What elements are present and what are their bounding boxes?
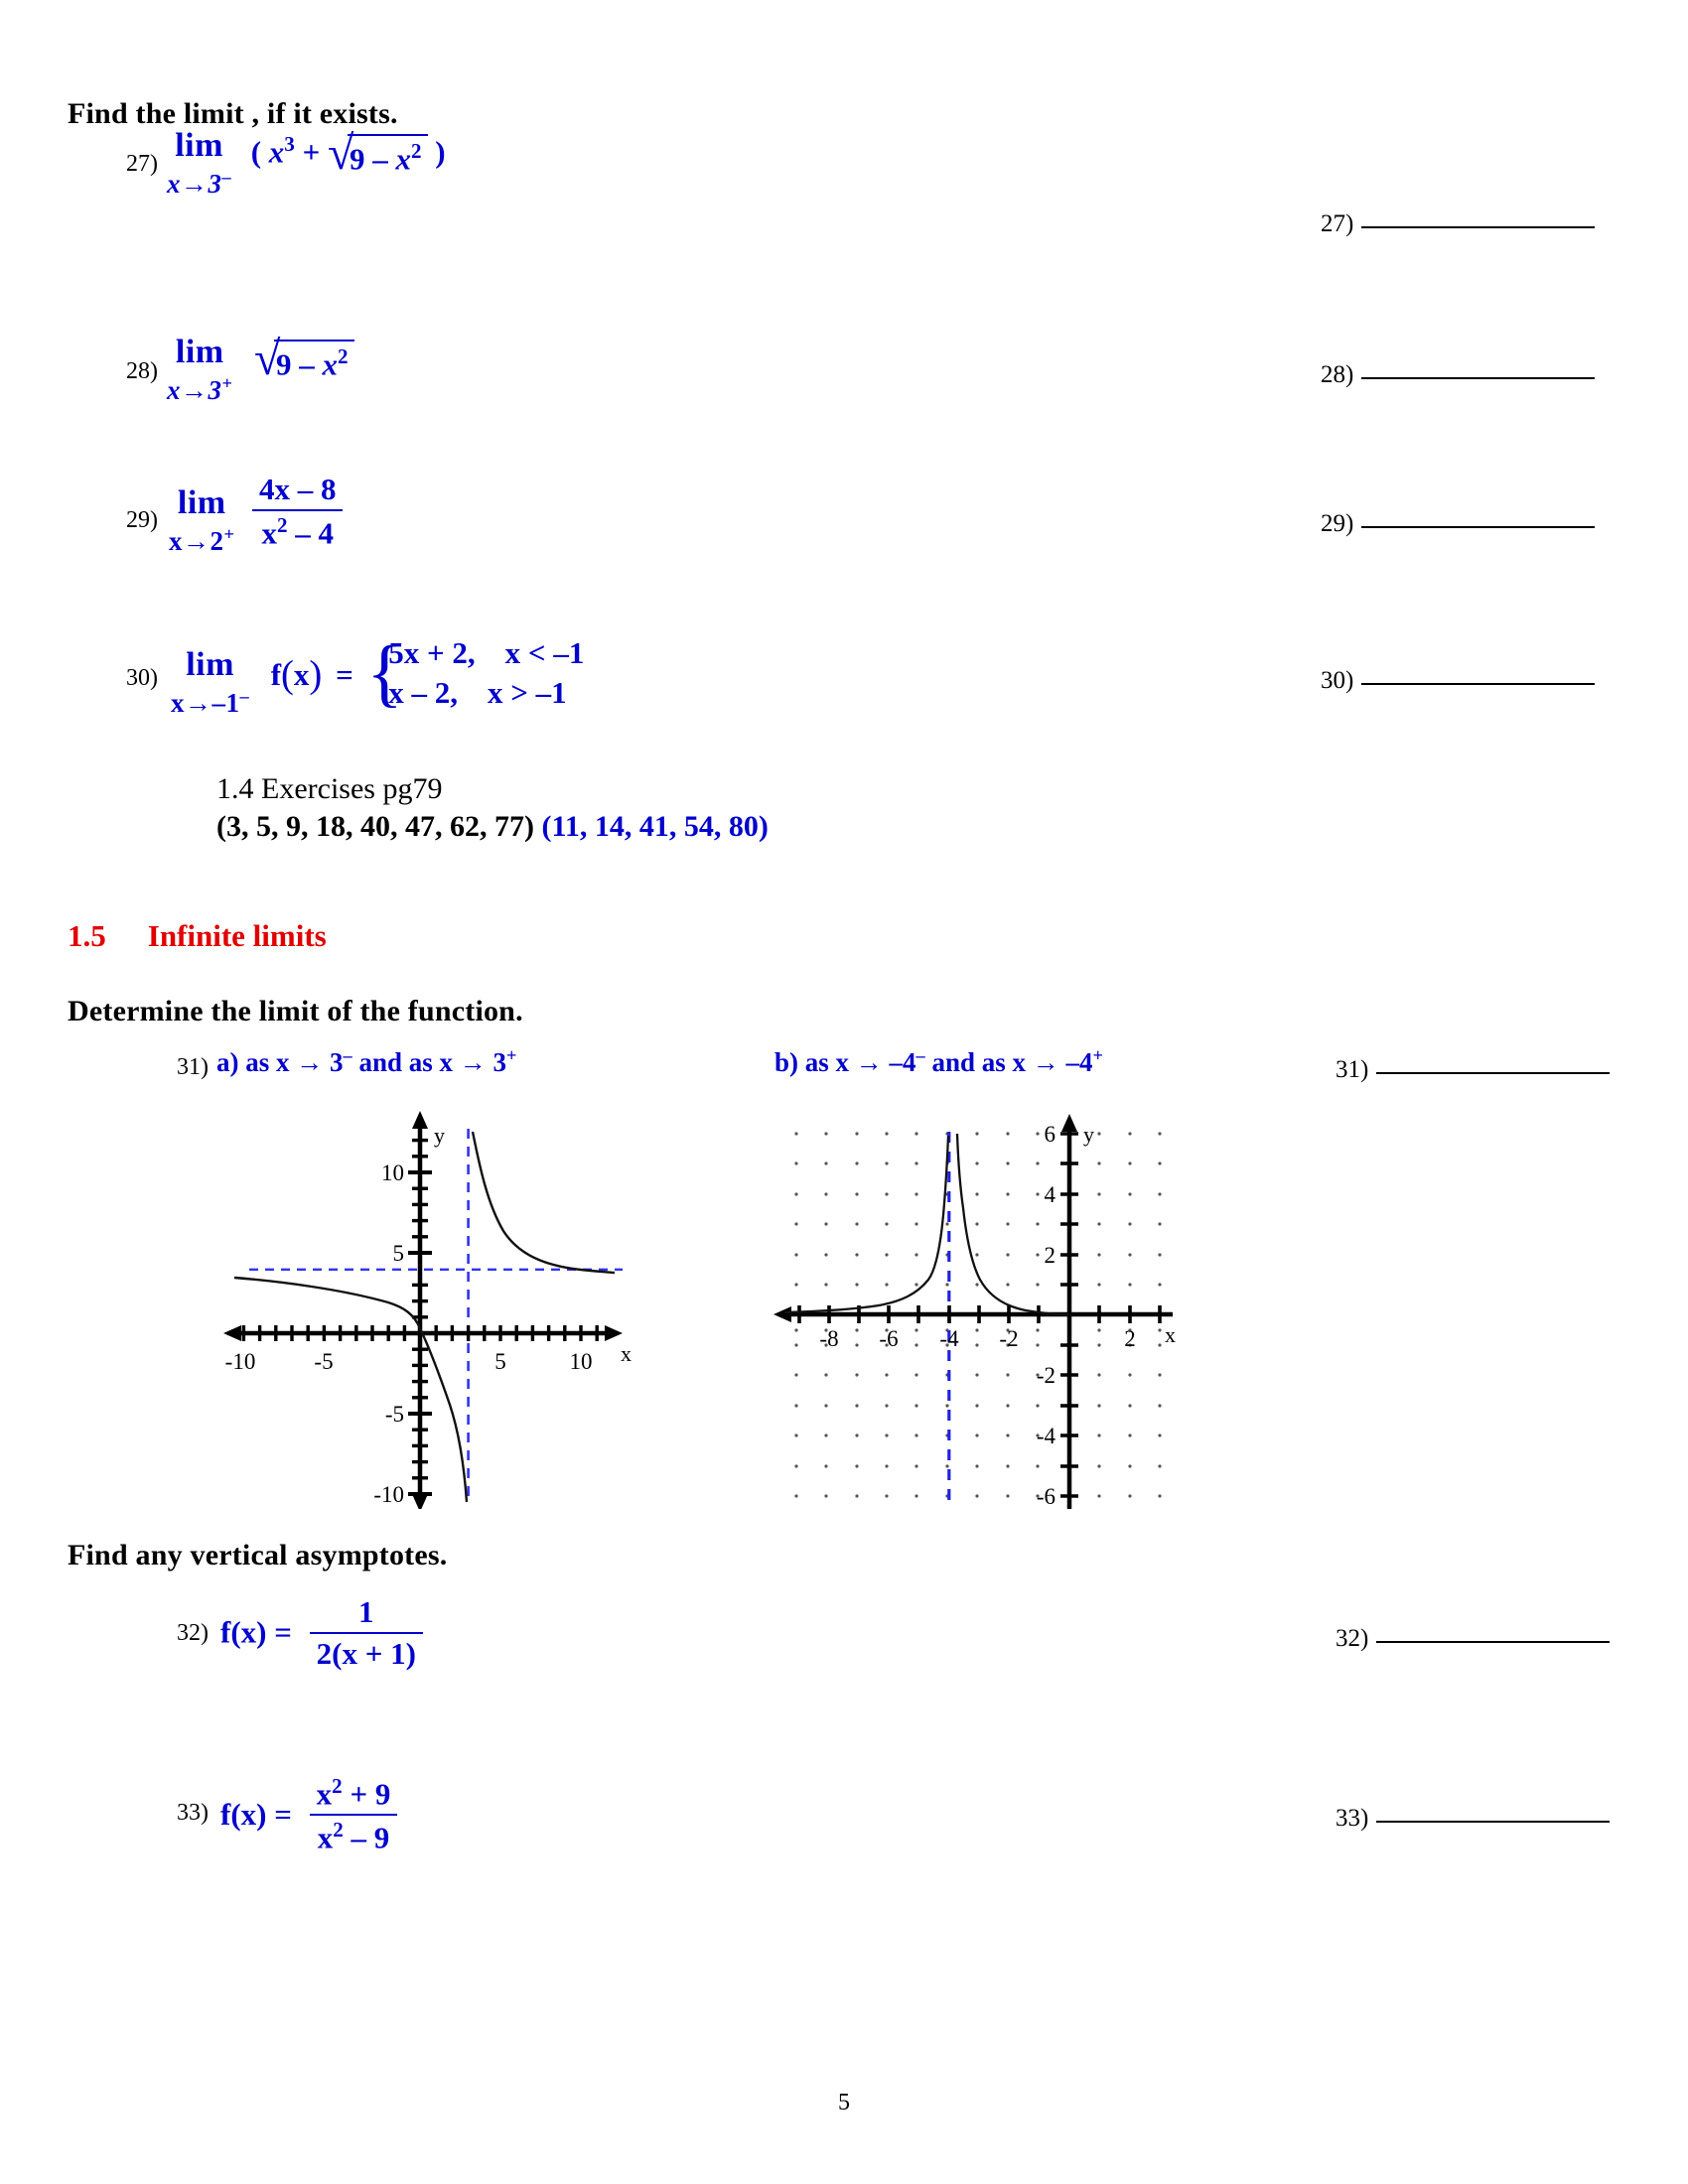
problem-33-expression <box>220 1774 397 1855</box>
limit-operator-29 <box>169 486 234 555</box>
x-tick-label: 10 <box>569 1349 593 1374</box>
section-number: 1.5 <box>68 918 106 953</box>
plus-sign: + <box>294 134 328 170</box>
answer-label-31: 31) <box>1336 1056 1369 1083</box>
answer-label-28: 28) <box>1321 361 1354 388</box>
instruction-find-limit: Find the limit , if it exists. <box>68 97 398 130</box>
problem-32-number: 32) <box>177 1620 209 1646</box>
exercise-list-numbers <box>216 810 769 844</box>
answer-blank-33[interactable] <box>1376 1820 1610 1823</box>
y-tick-label: 6 <box>1044 1122 1055 1147</box>
fraction-32 <box>310 1594 423 1671</box>
denominator: $x^2 - 9$ <box>310 1814 398 1855</box>
case-expression: x – 2, <box>388 674 458 710</box>
y-tick-label: 2 <box>1044 1243 1055 1268</box>
variable-x: x <box>268 134 285 170</box>
function-label-33: f(x) = <box>220 1796 292 1832</box>
y-axis-top-arrow-icon <box>412 1111 428 1129</box>
left-brace-icon: { <box>366 630 403 715</box>
answer-row-28 <box>1321 361 1595 389</box>
exponent-3: 3 <box>284 132 295 157</box>
curve-right-of-asymptote <box>957 1134 1068 1314</box>
problem-28-expression <box>167 333 354 405</box>
answer-blank-29[interactable] <box>1361 525 1595 528</box>
answer-row-27 <box>1321 210 1595 238</box>
y-tick-label: -4 <box>1036 1424 1055 1448</box>
square-root-28 <box>253 333 354 386</box>
function-name: f <box>270 657 282 693</box>
numerator: 1 <box>358 1594 374 1629</box>
numerator: $x^2 + 9$ <box>316 1774 391 1812</box>
problem-30-expression <box>171 630 585 722</box>
instruction-determine-limit: Determine the limit of the function. <box>68 995 523 1027</box>
curve-left-branch <box>234 1278 467 1502</box>
limit-subscript: x→2+ <box>169 524 235 557</box>
graph-b-svg <box>760 1104 1177 1513</box>
x-axis-right-arrow-icon <box>605 1325 623 1341</box>
exercise-numbers-black: (3, 5, 9, 18, 40, 47, 62, 77) <box>216 810 534 843</box>
radical-sign-icon: √ <box>253 333 281 386</box>
close-paren: ) <box>427 134 446 170</box>
case-condition: x < –1 <box>504 635 585 670</box>
problem-31-part-a-label: a) as x → 3– and as x → 3+ <box>216 1045 517 1077</box>
piecewise-definition-30 <box>366 630 585 715</box>
y-axis-label: y <box>434 1123 445 1148</box>
curve-right-branch <box>473 1132 615 1273</box>
answer-label-27: 27) <box>1321 210 1354 237</box>
problem-30-number: 30) <box>126 665 158 691</box>
answer-row-31 <box>1336 1056 1610 1084</box>
limit-subscript: x→3– <box>167 167 232 199</box>
page-number: 5 <box>838 2090 850 2116</box>
problem-31-number: 31) <box>177 1054 209 1080</box>
answer-label-33: 33) <box>1336 1805 1369 1832</box>
answer-label-30: 30) <box>1321 667 1354 694</box>
answer-row-30 <box>1321 667 1595 695</box>
y-tick-label: 5 <box>392 1241 404 1266</box>
exercise-list-heading: 1.4 Exercises pg79 <box>216 772 443 805</box>
lim-text: lim <box>186 646 234 684</box>
fraction-33 <box>310 1774 398 1855</box>
denominator: $x^2 - 4$ <box>252 509 344 551</box>
answer-blank-32[interactable] <box>1376 1640 1610 1643</box>
problem-33-number: 33) <box>177 1800 209 1826</box>
graph-a-svg <box>194 1097 640 1509</box>
problem-31-part-b-label: b) as x → –4– and as x → –4+ <box>774 1045 1103 1077</box>
problem-27-number: 27) <box>126 151 158 177</box>
open-paren: ( <box>250 134 269 170</box>
x-tick-label: -6 <box>879 1326 899 1351</box>
limit-subscript: x→–1– <box>171 686 250 719</box>
graph-a <box>194 1097 640 1509</box>
answer-label-29: 29) <box>1321 510 1354 537</box>
piecewise-row-2 <box>388 673 584 713</box>
problem-29-number: 29) <box>126 507 158 533</box>
y-tick-label: -10 <box>373 1482 404 1507</box>
lim-text: lim <box>175 334 224 370</box>
radical-sign-icon: √ <box>327 127 354 181</box>
curve-left-of-asymptote <box>784 1136 948 1312</box>
x-axis-label: x <box>1165 1322 1176 1347</box>
problem-28-body <box>253 333 354 386</box>
radicand: $9 - x^2$ <box>274 340 354 382</box>
x-tick-label: -5 <box>314 1349 334 1374</box>
x-tick-label: 2 <box>1124 1326 1136 1351</box>
case-expression: 5x + 2, <box>388 635 476 670</box>
answer-row-33 <box>1336 1805 1610 1833</box>
limit-operator-28 <box>167 336 232 404</box>
lim-text: lim <box>177 484 226 522</box>
graph-b <box>760 1104 1177 1513</box>
function-label-32: f(x) = <box>220 1614 292 1650</box>
section-title: Infinite limits <box>147 918 327 953</box>
y-tick-label: 10 <box>381 1160 404 1185</box>
numerator: 4x – 8 <box>258 472 337 506</box>
answer-row-29 <box>1321 510 1595 538</box>
y-tick-label: -5 <box>384 1402 404 1427</box>
answer-label-32: 32) <box>1336 1625 1369 1652</box>
exercise-list <box>216 772 769 844</box>
answer-row-32 <box>1336 1625 1610 1653</box>
case-condition: x > –1 <box>488 674 567 710</box>
y-axis-label: y <box>1083 1122 1094 1147</box>
x-tick-label: -8 <box>819 1326 839 1351</box>
problem-29-expression <box>169 472 343 561</box>
equals-sign: = <box>336 657 353 693</box>
section-heading <box>68 918 327 954</box>
problem-27-body <box>250 127 446 181</box>
x-axis-left-arrow-icon <box>774 1306 791 1322</box>
y-tick-label: -6 <box>1036 1484 1055 1509</box>
answer-blank-31[interactable] <box>1376 1071 1610 1074</box>
x-axis-label: x <box>621 1341 632 1366</box>
y-tick-label: -2 <box>1036 1363 1055 1388</box>
limit-operator-30 <box>171 648 249 717</box>
square-root-27 <box>327 127 428 181</box>
y-axis-top-arrow-icon <box>1061 1114 1077 1132</box>
function-argument: x <box>293 657 310 693</box>
radicand: $9 - x^2$ <box>348 134 428 177</box>
x-tick-label: 5 <box>494 1349 506 1374</box>
limit-subscript: x→3+ <box>167 373 233 405</box>
piecewise-row-1 <box>388 633 584 673</box>
answer-blank-27[interactable] <box>1361 225 1595 228</box>
y-axis-bottom-arrow-icon <box>412 1494 428 1509</box>
answer-blank-28[interactable] <box>1361 376 1595 379</box>
y-tick-label: 4 <box>1044 1182 1055 1207</box>
x-tick-label: -4 <box>939 1326 959 1351</box>
denominator: 2(x + 1) <box>310 1632 423 1672</box>
fraction-29 <box>252 472 344 551</box>
problem-27-expression <box>167 129 446 198</box>
x-axis-left-arrow-icon <box>223 1325 241 1341</box>
instruction-find-asymptotes: Find any vertical asymptotes. <box>68 1539 448 1571</box>
limit-operator-27 <box>167 129 231 198</box>
x-tick-label: -10 <box>224 1349 256 1374</box>
answer-blank-30[interactable] <box>1361 682 1595 685</box>
problem-28-number: 28) <box>126 358 158 384</box>
problem-32-expression <box>220 1594 423 1671</box>
lim-text: lim <box>175 127 223 164</box>
x-tick-label: -2 <box>999 1326 1019 1351</box>
exercise-numbers-blue: (11, 14, 41, 54, 80) <box>541 810 769 843</box>
function-notation-30: f(x) = <box>270 653 353 697</box>
